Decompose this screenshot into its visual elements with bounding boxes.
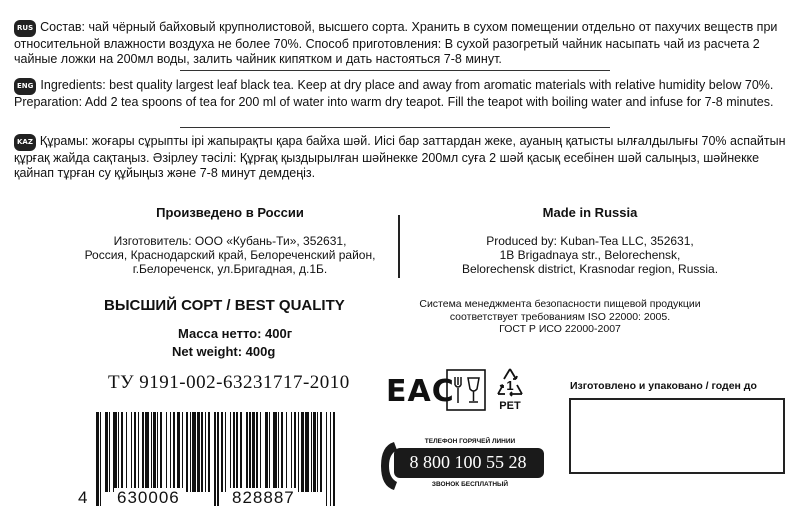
- manufacturer-en-line-3: Belorechensk district, Krasnodar region, Russia.: [461, 262, 719, 276]
- barcode-bar: [197, 412, 200, 492]
- barcode-bar: [214, 412, 215, 506]
- barcode-bar: [256, 412, 259, 492]
- barcode-bar: [278, 412, 279, 492]
- barcode-bar: [134, 412, 137, 492]
- barcode-bar: [230, 412, 231, 492]
- barcode-bar: [305, 412, 309, 492]
- barcode-bar: [142, 412, 145, 492]
- composition-eng-text: Ingredients: best quality largest leaf black tea. Keep at dry place and away from aromatic materials with relative humidity below 70%. Preparation: Add 2 tea spoons of tea for 200 ml of water into warm dry teapot. Fill the teapot with boiling water and infuse for 7-8 minutes.: [14, 78, 774, 109]
- barcode-left-group: 630006: [114, 488, 183, 508]
- barcode-bar: [291, 412, 292, 492]
- recycle-number: 1: [506, 378, 514, 393]
- barcode-bar: [173, 412, 176, 492]
- net-weight-en: Net weight: 400g: [172, 344, 276, 359]
- date-box: [569, 398, 785, 474]
- barcode-bar: [233, 412, 236, 492]
- barcode-bar: [160, 412, 163, 492]
- barcode-bar: [236, 412, 237, 492]
- recycle-icon: [492, 366, 528, 416]
- barcode-bar: [96, 412, 99, 506]
- made-in-ru-title: Произведено в России: [156, 205, 304, 220]
- lang-badge-rus: RUS: [14, 20, 36, 37]
- barcode-bar: [126, 412, 127, 492]
- barcode-bar: [260, 412, 261, 492]
- date-box-label: Изготовлено и упаковано / годен до: [570, 380, 757, 392]
- barcode-bar: [240, 412, 241, 492]
- certification: [410, 298, 710, 336]
- barcode-bar: [121, 412, 124, 492]
- barcode-right-group: 828887: [229, 488, 298, 508]
- manufacturer-ru-line-3: г.Белореченск, ул.Бригадная, д.1Б.: [132, 262, 328, 276]
- manufacturer-en-line-1: Produced by: Kuban-Tea LLC, 352631,: [486, 234, 694, 248]
- barcode-bar: [201, 412, 202, 492]
- barcode-bar: [151, 412, 152, 492]
- barcode-bar: [265, 412, 268, 492]
- barcode-bar: [281, 412, 284, 492]
- barcode-bar: [246, 412, 249, 492]
- barcode-bar: [138, 412, 139, 492]
- barcode-bar: [333, 412, 336, 506]
- barcode-bar: [330, 412, 331, 506]
- certification-line-3: ГОСТ Р ИСО 22000-2007: [499, 323, 621, 335]
- barcode-bar: [317, 412, 318, 492]
- certification-line-2: соответствует требованиям ISO 22000: 2005.: [449, 310, 671, 323]
- food-safe-icon: [446, 369, 486, 411]
- hotline-note: ЗВОНОК БЕСПЛАТНЫЙ: [431, 481, 509, 488]
- barcode-bar: [326, 412, 327, 506]
- lang-badge-eng: ENG: [14, 78, 36, 95]
- barcode-bar: [182, 412, 183, 492]
- barcode-bar: [113, 412, 117, 492]
- barcode-bar: [177, 412, 181, 492]
- composition-kaz-text: Құрамы: жоғары сұрыпты ірі жапырақты қара байха шәй. Иісі бар заттардан жеке, ауаның қатысты ылғалдылығы 70% аспайтын құрғақ жайда сақтаңыз. Әзірлеу тәсілі: Құрғақ қыздырылған шәйнекке 200мл суға 2 шәй қасық есебінен шәй салыңыз, шәйнекке қайнап тұрған су құйыңыз және 7-8 минут демдеңіз.: [14, 134, 786, 180]
- made-in-en: [440, 205, 740, 276]
- hotline-badge: [376, 438, 546, 492]
- barcode-bar: [100, 412, 101, 506]
- divider: [180, 70, 610, 71]
- divider: [180, 127, 610, 128]
- lang-badge-kaz: KAZ: [14, 134, 36, 151]
- quality-grade: ВЫСШИЙ СОРТ / BEST QUALITY: [104, 297, 345, 314]
- barcode-bar: [153, 412, 156, 492]
- tu-code: ТУ 9191-002-63231717-2010: [108, 372, 350, 393]
- barcode-bar: [186, 412, 189, 492]
- barcode-bar: [192, 412, 196, 492]
- barcode-bar: [190, 412, 191, 492]
- barcode-bar: [221, 412, 224, 492]
- barcode-bar: [208, 412, 211, 492]
- barcode-bar: [166, 412, 167, 492]
- manufacturer-en-line-2: 1B Brigadnaya str., Belorechensk,: [499, 248, 681, 262]
- barcode-bar: [313, 412, 316, 492]
- made-in-ru: [80, 205, 380, 276]
- composition-eng: [14, 78, 790, 110]
- barcode-bar: [286, 412, 287, 492]
- barcode-bar: [131, 412, 132, 492]
- barcode-bar: [252, 412, 255, 492]
- barcode-bar: [109, 412, 110, 492]
- manufacturer-ru-line-1: Изготовитель: ООО «Кубань-Ти», 352631,: [113, 234, 347, 248]
- barcode-bar: [205, 412, 206, 492]
- composition-kaz: [14, 134, 790, 181]
- barcode-bar: [170, 412, 171, 492]
- hotline-title: ТЕЛЕФОН ГОРЯЧЕЙ ЛИНИИ: [424, 438, 516, 445]
- barcode-bar: [320, 412, 323, 492]
- barcode-bar: [118, 412, 119, 492]
- certification-line-1: Система менеджмента безопасности пищевой продукции: [419, 298, 701, 310]
- barcode-bar: [298, 412, 299, 492]
- barcode-bar: [145, 412, 149, 492]
- composition-rus: [14, 20, 790, 67]
- manufacturer-ru-line-2: Россия, Краснодарский край, Белореченский район,: [84, 248, 376, 262]
- composition-rus-text: Состав: чай чёрный байховый крупнолистовой, высшего сорта. Хранить в сухом помещении отдельно от пахучих веществ при относительной влажности воздуха не более 70%. Способ приготовления: В сухой разогретый чайник насыпать чай из расчета 2 чайные ложки на 200мл воды, залить чайник кипятком и дать настояться 7-8 минут.: [14, 20, 778, 66]
- eac-mark-icon: [386, 374, 455, 410]
- net-weight-ru: Масса нетто: 400г: [178, 326, 293, 341]
- recycle-label: PET: [499, 400, 521, 412]
- barcode-bar: [217, 412, 220, 506]
- eac-mark-text: EAC: [386, 374, 455, 409]
- barcode-first-digit: 4: [78, 488, 89, 507]
- barcode-bar: [269, 412, 270, 492]
- made-in-en-title: Made in Russia: [542, 205, 638, 220]
- barcode-bar: [294, 412, 297, 492]
- barcode-bar: [157, 412, 158, 492]
- barcode-bar: [273, 412, 277, 492]
- barcode-bar: [301, 412, 304, 492]
- barcode-bar: [249, 412, 250, 492]
- barcode-bar: [311, 412, 312, 492]
- vertical-divider: [398, 215, 400, 278]
- hotline-number: 8 800 100 55 28: [409, 452, 527, 472]
- barcode-bar: [105, 412, 108, 492]
- barcode-bar: [225, 412, 226, 492]
